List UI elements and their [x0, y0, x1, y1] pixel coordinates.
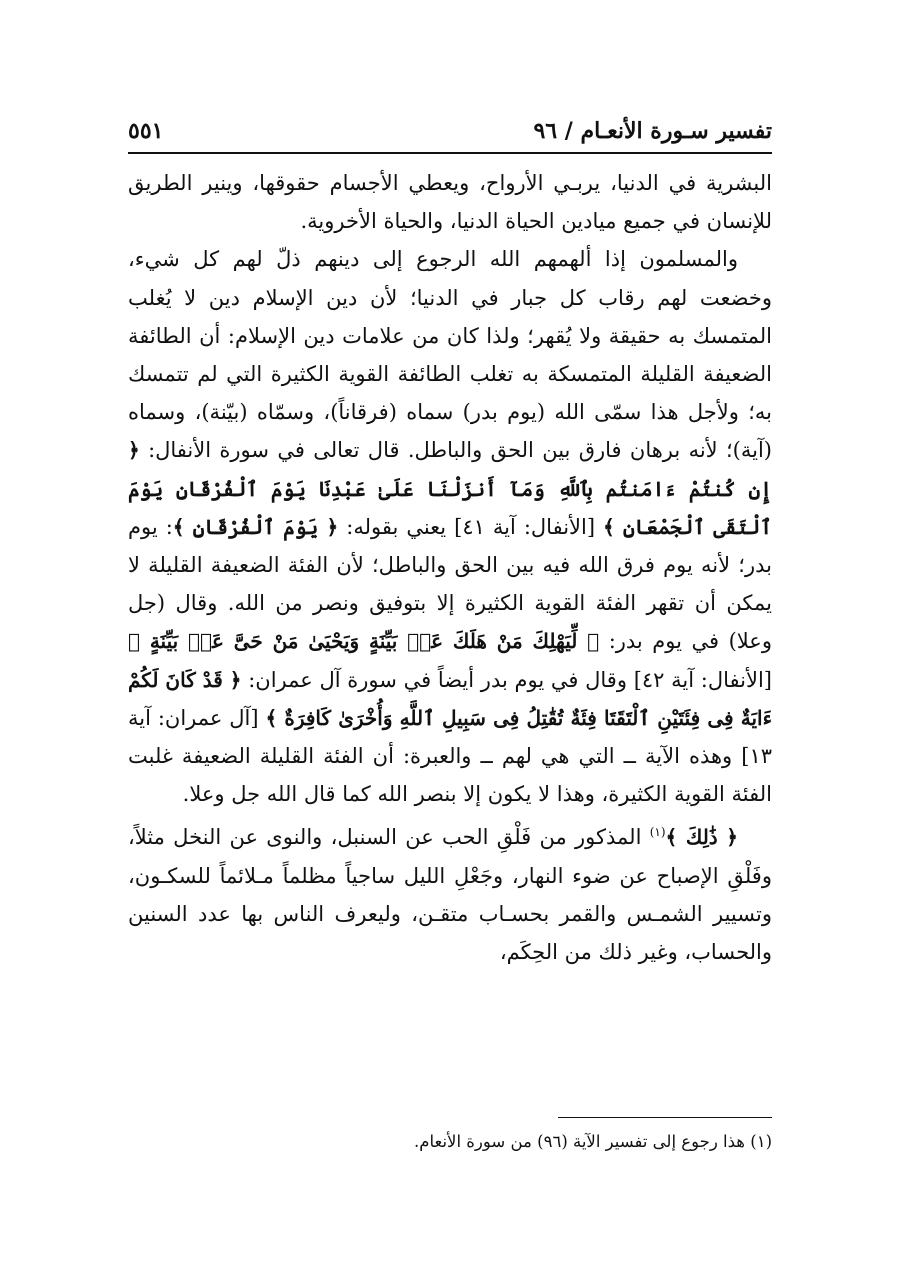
- paragraph-2-citation-2: [الأنفال: آية ٤٢] وقال في يوم بدر أيضاً في سورة آل عمران:: [248, 667, 772, 692]
- quran-word-dhalika: ﴿ ذَٰلِكَ ﴾: [665, 825, 738, 850]
- page-number: ٥٥١: [128, 118, 164, 144]
- footnote-rule: [558, 1117, 772, 1118]
- quran-verse-al-imran-13: ﴿ قَدْ كَانَ لَكُمْ ءَايَةٌ فِى فِئَتَيْنِ ٱلْتَقَتَا فِئَةٌ تُقَٰتِلُ فِى سَبِيلِ ٱللَّهِ وَأُخْرَىٰ كَافِرَةٌ ﴾: [128, 667, 772, 730]
- paragraph-1: البشرية في الدنيا، يربـي الأرواح، ويعطي الأجسام حقوقها، وينير الطريق للإنسان في جميع ميادين الحياة الدنيا، والحياة الأخروية.: [128, 171, 772, 234]
- quran-verse-anfal-41: ﴿ إِن كُنتُمْ ءَامَنتُم بِٱللَّهِ وَمَآ أَنزَلْنَا عَلَىٰ عَبْدِنَا يَوْمَ ٱلْفُرْقَانِ يَوْمَ ٱلْتَقَى ٱلْجَمْعَانِ ﴾: [128, 438, 772, 539]
- running-head: تفسير سـورة الأنعـام / ٩٦: [533, 118, 772, 144]
- footnote: (١) هذا رجوع إلى تفسير الآية (٩٦) من سورة الأنعام.: [414, 1132, 772, 1151]
- footnote-reference: (١): [649, 825, 666, 840]
- paragraph-2: [128, 240, 772, 813]
- body-text: [128, 164, 772, 971]
- quran-verse-yawm-alfurqan: ﴿ يَوْمَ ٱلْفُرْقَانِ ﴾: [172, 514, 339, 539]
- paragraph-2-ending: [آل عمران: آية ١٣] وهذه الآية ــ التي هي لهم ــ والعبرة: أن الفئة القليلة الضعيفة غلبت الفئة القوية الكثيرة، وهذا لا يكون إلا بنصر الله كما قال الله جل وعلا.: [128, 705, 772, 807]
- paragraph-3-text: المذكور من فَلْقِ الحب عن السنبل، والنوى عن النخل مثلاً، وفَلْقِ الإصباح عن ضوء النهار، وجَعْلِ الليل ساجياً مظلماً مـلائماً للسكـون، وتسيير الشمـس والقمر بحسـاب متقـن، وليعرف الناس بها عدد السنين والحساب، وغير ذلك من الحِكَم،: [128, 825, 772, 965]
- paragraph-2-continued: : يوم بدر؛ لأنه يوم فرق الله فيه بين الحق والباطل؛ لأن الفئة الضعيفة القليلة لا يمكن أن تقهر الفئة القوية الكثيرة إلا بتوفيق ونصر من الله. وقال (جل وعلا) في يوم بدر:: [128, 514, 772, 654]
- paragraph-2-citation: [الأنفال: آية ٤١] يعني بقوله:: [346, 514, 596, 539]
- page-header: [128, 104, 772, 144]
- quran-verse-anfal-42: ﴿ لِّيَهْلِكَ مَنْ هَلَكَ عَنۢ بَيِّنَةٍ وَيَحْيَىٰ مَنْ حَىَّ عَنۢ بَيِّنَةٍ ﴾: [128, 629, 600, 654]
- header-rule: [128, 152, 772, 154]
- paragraph-2-text: والمسلمون إذا ألهمهم الله الرجوع إلى دينهم ذلّ لهم كل شيء، وخضعت لهم رقاب كل جبار في الدنيا؛ لأن دين الإسلام دين لا يُغلب المتمسك به حقيقة ولا يُقهر؛ ولذا كان من علامات دين الإسلام: أن الطائفة الضعيفة القليلة المتمسكة به تغلب الطائفة القوية الكثيرة التي لم تتمسك به؛ ولأجل هذا سمّى الله (يوم بدر) سماه (فرقاناً)، وسمّاه (بيّنة)، وسماه (آية)؛ لأنه برهان فارق بين الحق والباطل. قال تعالى في سورة الأنفال:: [128, 247, 772, 463]
- paragraph-3: [128, 813, 772, 971]
